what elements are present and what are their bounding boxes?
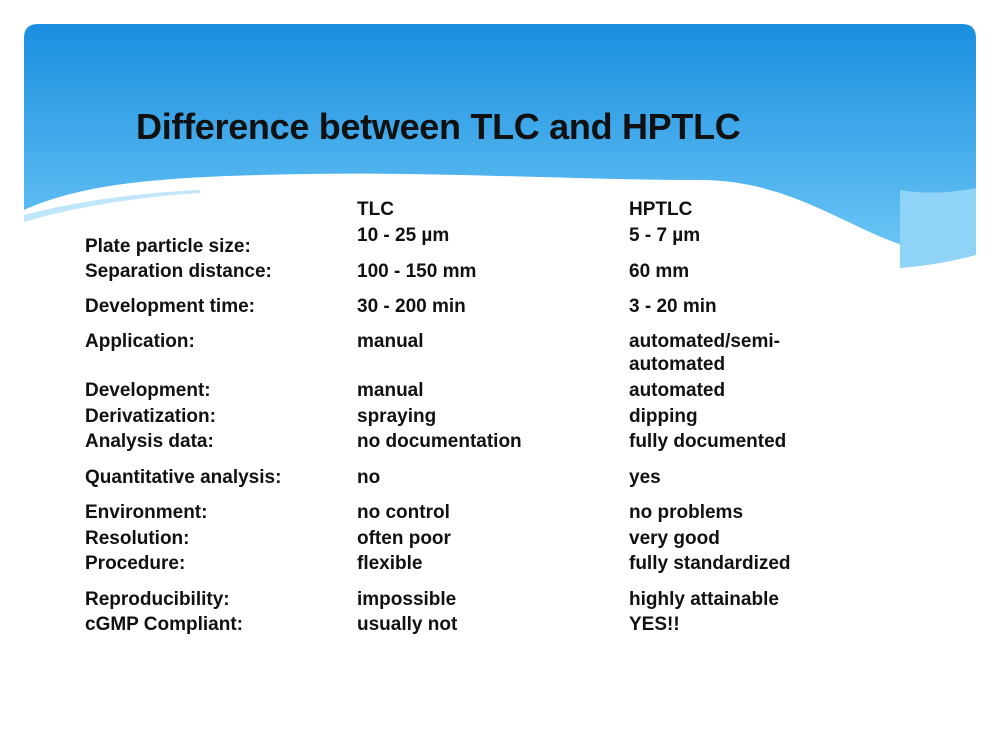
hptlc-value: YES!! [629, 614, 680, 635]
hptlc-value: highly attainable [629, 589, 779, 610]
hptlc-value: 3 - 20 min [629, 296, 717, 317]
column-header-tlc: TLC [357, 199, 394, 220]
row-label: Environment: [85, 502, 208, 523]
tlc-value: spraying [357, 406, 437, 427]
row-label: Analysis data: [85, 431, 214, 452]
tlc-value: manual [357, 331, 424, 352]
tlc-value: 30 - 200 min [357, 296, 466, 317]
row-label: Development time: [85, 296, 255, 317]
row-label: Reproducibility: [85, 589, 230, 610]
tlc-value: usually not [357, 614, 458, 635]
tlc-value: manual [357, 380, 424, 401]
hptlc-value: very good [629, 528, 720, 549]
hptlc-value: no problems [629, 502, 744, 523]
hptlc-value: fully documented [629, 431, 787, 452]
hptlc-value: 5 - 7 µm [629, 225, 701, 246]
row-label: Procedure: [85, 553, 186, 574]
hptlc-value: dipping [629, 406, 698, 427]
tlc-value: 100 - 150 mm [357, 261, 477, 282]
hptlc-value: 60 mm [629, 261, 690, 282]
row-label: Plate particle size: [85, 236, 251, 257]
row-label: Separation distance: [85, 261, 272, 282]
hptlc-value: yes [629, 467, 661, 488]
tlc-value: impossible [357, 589, 457, 610]
row-label: Derivatization: [85, 406, 216, 427]
tlc-value: no documentation [357, 431, 522, 452]
column-header-hptlc: HPTLC [629, 199, 693, 220]
hptlc-value: automated/semi- [629, 331, 780, 352]
tlc-value: flexible [357, 553, 423, 574]
row-label: Resolution: [85, 528, 190, 549]
hptlc-value: fully standardized [629, 553, 791, 574]
row-label: cGMP Compliant: [85, 614, 243, 635]
row-label: Application: [85, 331, 195, 352]
row-label: Quantitative analysis: [85, 467, 282, 488]
tlc-value: 10 - 25 µm [357, 225, 450, 246]
hptlc-value: automated [629, 380, 726, 401]
row-label: Development: [85, 380, 211, 401]
tlc-value: no control [357, 502, 450, 523]
tlc-value: often poor [357, 528, 451, 549]
hptlc-value-continued: automated [629, 354, 726, 375]
tlc-value: no [357, 467, 381, 488]
page-title: Difference between TLC and HPTLC [136, 106, 741, 147]
